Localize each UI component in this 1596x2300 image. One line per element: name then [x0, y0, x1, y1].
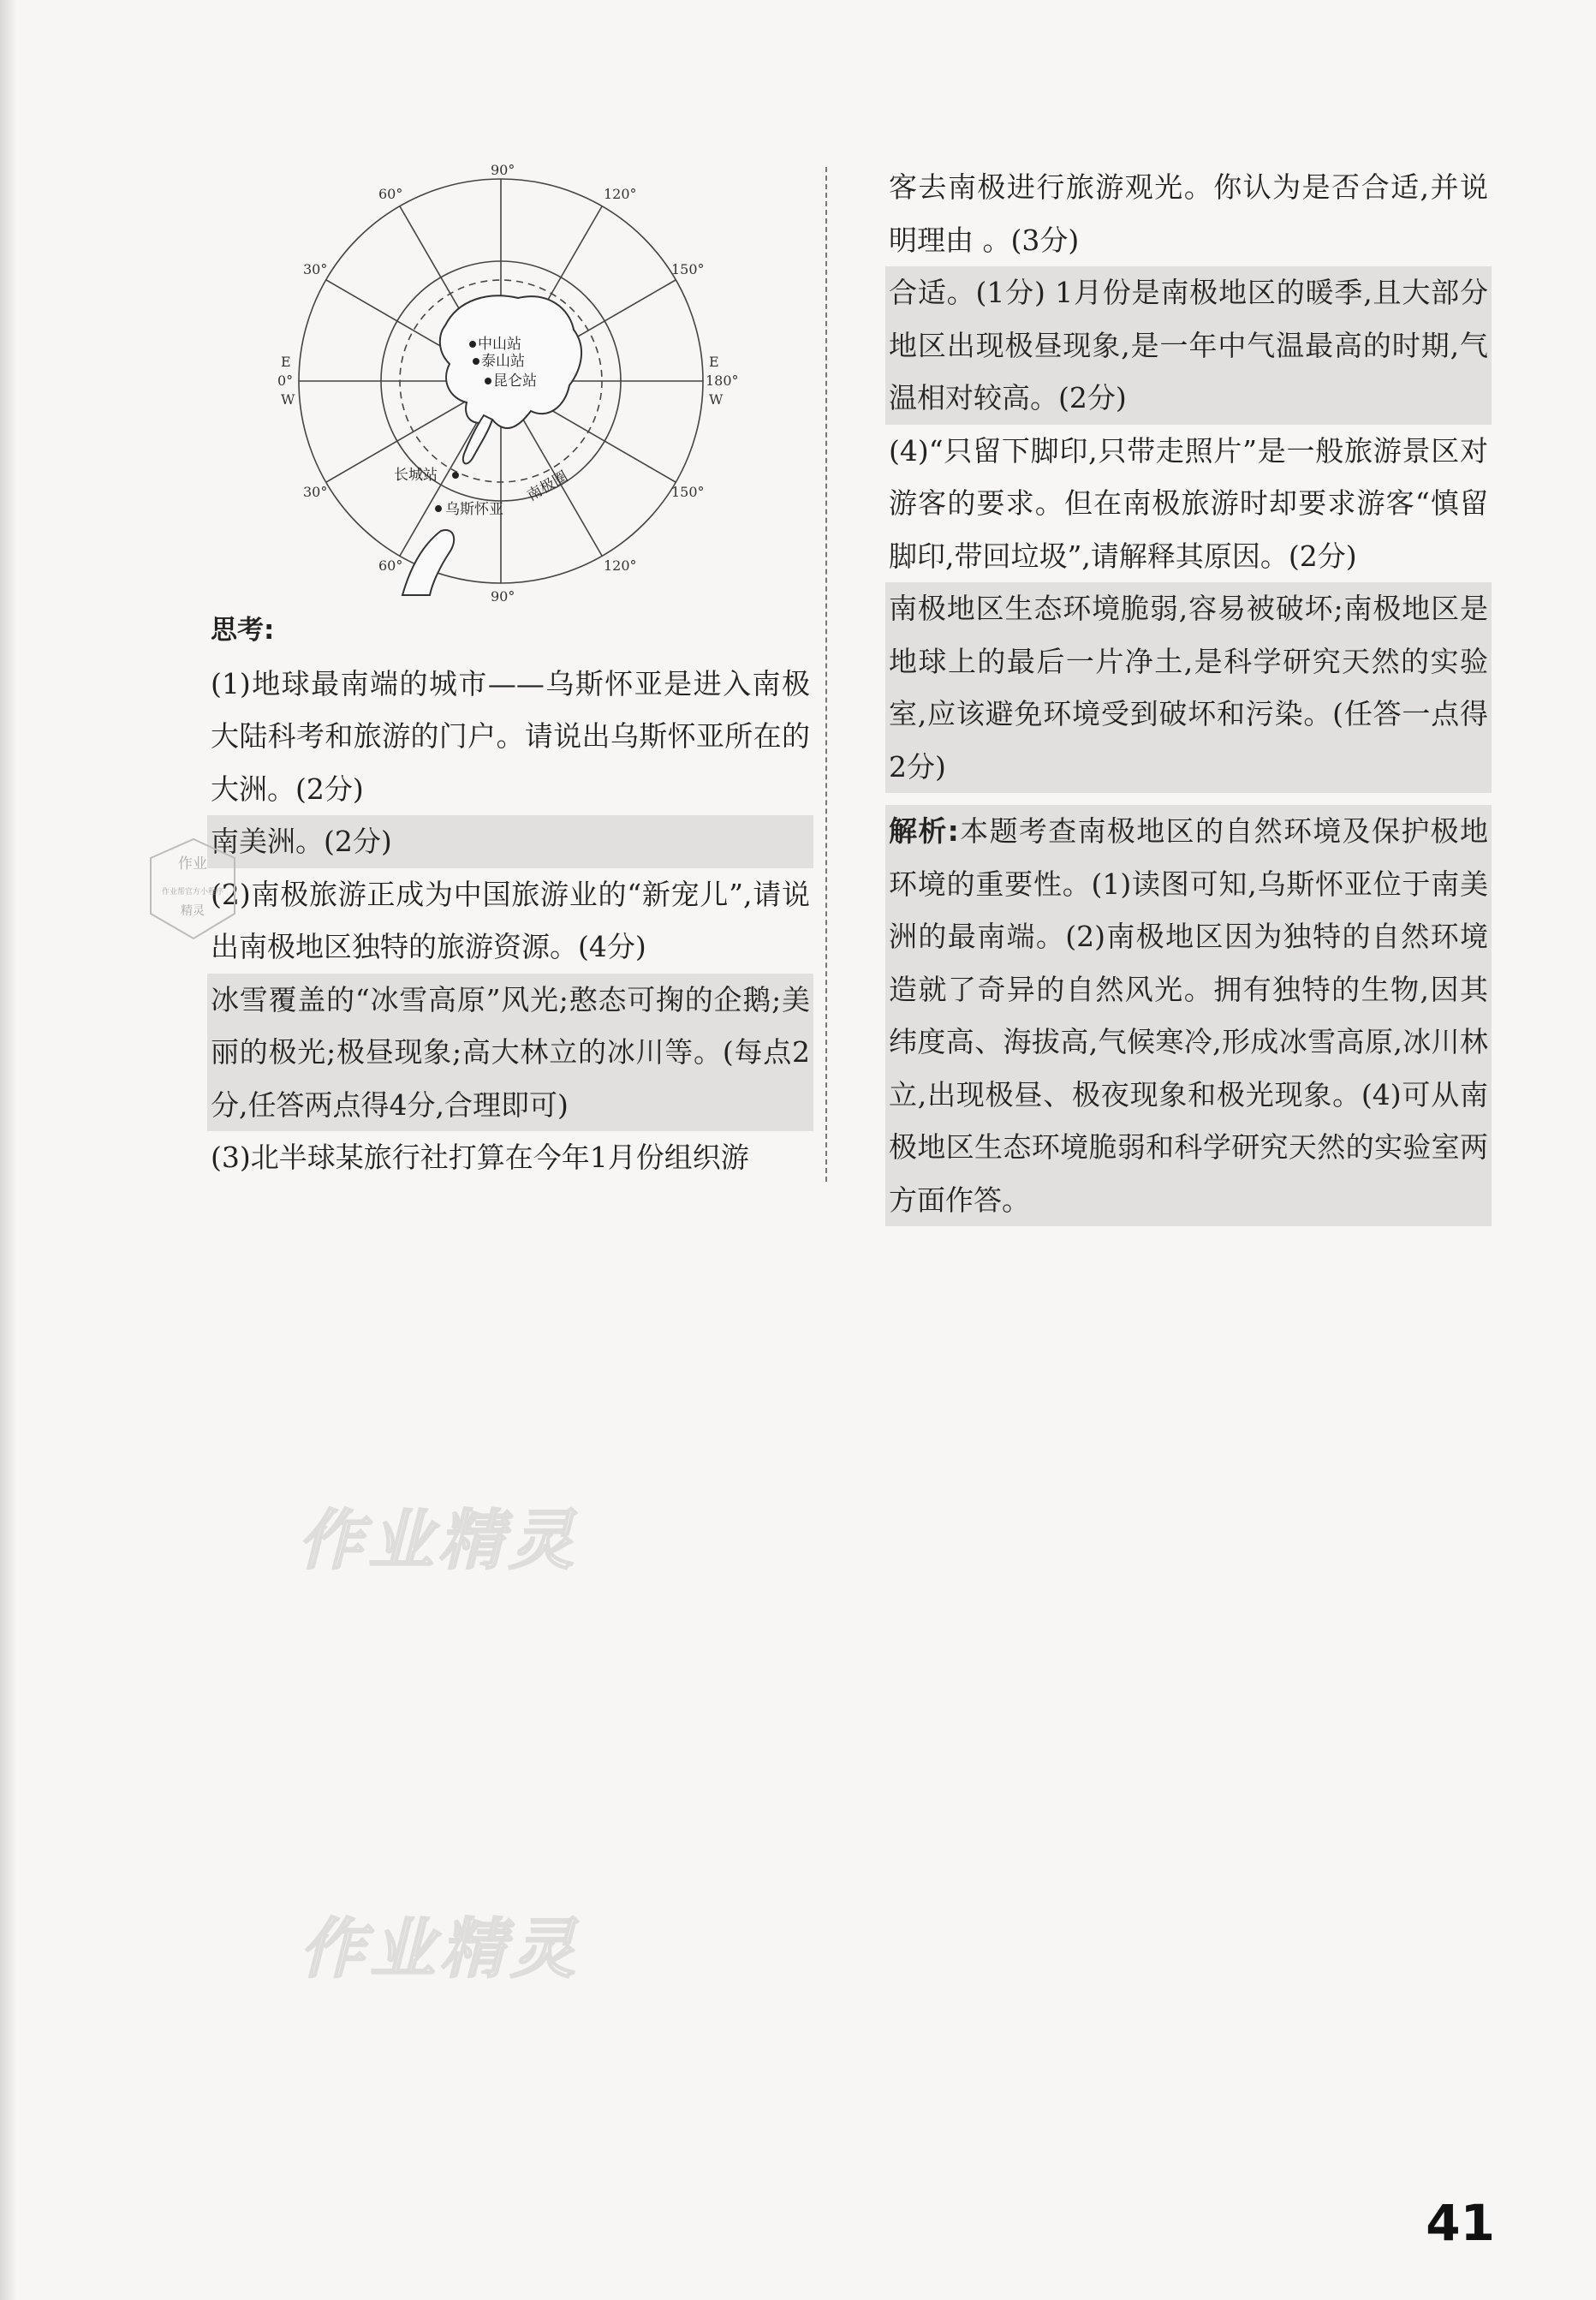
lon-label-top: 90°	[491, 163, 515, 178]
stamp-line-3: 精灵	[181, 904, 205, 918]
station-label-changcheng: 长城站	[394, 467, 438, 484]
lon-label-lower-right: 120°	[604, 557, 637, 574]
lon-label-left-lower: 30°	[303, 484, 328, 500]
antarctica-map	[274, 163, 753, 608]
stamp-line-1: 作业	[178, 855, 207, 873]
page-shadow	[0, 0, 15, 2300]
analysis-text: 本题考查南极地区的自然环境及保护极地环境的重要性。(1)读图可知,乌斯怀亚位于南美洲的最南端。(2)南极地区因为独特的自然环境造就了奇异的自然风光。拥有独特的生物,因其纬度高、海拔高,气候寒冷,形成冰雪高原,冰川林立,出现极昼、极夜现象和极光现象。(4)可从南极地区生态环境脆弱和科学研究天然的实验室两方面作答。	[889, 814, 1489, 1217]
think-label: 思考:	[211, 615, 275, 646]
column-divider	[825, 167, 827, 1182]
zhongshan-station-dot	[469, 341, 476, 348]
antarctic-circle-label: 南极圈	[524, 468, 571, 505]
lon-w-left: W	[281, 391, 295, 408]
answer-1: 南美洲。(2分)	[207, 815, 813, 868]
lon-label-left-upper: 30°	[303, 261, 328, 277]
question-3-start: (3)北半球某旅行社打算在今年1月份组织游	[211, 1141, 749, 1174]
station-label-taishan: 泰山站	[481, 353, 525, 370]
page-number: 41	[1426, 2194, 1495, 2252]
lon-label-right-upper: 150°	[671, 261, 705, 277]
station-label-zhongshan: 中山站	[478, 336, 521, 353]
answer-4: 南极地区生态环境脆弱,容易被破坏;南极地区是地球上的最后一片净土,是科学研究天然的实验室,应该避免环境受到破坏和污染。(任答一点得2分)	[885, 582, 1492, 793]
city-label-ushuaia: 乌斯怀亚	[445, 501, 503, 518]
taishan-station-dot	[473, 358, 479, 365]
right-column	[889, 161, 1488, 1226]
answer-2: 冰雪覆盖的“冰雪高原”风光;憨态可掬的企鹅;美丽的极光;极昼现象;高大林立的冰川等。(每点2分,任答两点得4分,合理即可)	[207, 974, 813, 1132]
question-1: (1)地球最南端的城市——乌斯怀亚是进入南极大陆科考和旅游的门户。请说出乌斯怀亚所在的大洲。(2分)	[211, 666, 810, 806]
lon-label-bottom: 90°	[491, 588, 515, 605]
lon-label-upper-left: 60°	[378, 186, 403, 202]
analysis-label: 解析:	[889, 814, 959, 848]
south-america-tip	[402, 530, 454, 595]
lon-e-right: E	[709, 354, 719, 370]
changcheng-station-dot	[452, 472, 459, 479]
stamp-line-2: 作业帮官方小程序	[161, 888, 224, 897]
question-2: (2)南极旅游正成为中国旅游业的“新宠儿”,请说出南极地区独特的旅游资源。(4分)	[211, 877, 810, 963]
app-stamp-logo	[142, 832, 243, 945]
answer-3: 合适。(1分) 1月份是南极地区的暖季,且大部分地区出现极昼现象,是一年中气温最高的时期,气温相对较高。(2分)	[885, 266, 1492, 425]
lon-label-right-lower: 150°	[671, 484, 705, 500]
analysis	[885, 805, 1492, 1226]
lon-one-eighty: 180°	[706, 372, 739, 389]
lon-e-left: E	[281, 354, 291, 370]
left-column	[211, 605, 810, 1184]
question-3-continued: 客去南极进行旅游观光。你认为是否合适,并说明理由 。(3分)	[889, 170, 1488, 257]
question-4: (4)“只留下脚印,只带走照片”是一般旅游景区对游客的要求。但在南极旅游时却要求游客“慎留脚印,带回垃圾”,请解释其原因。(2分)	[889, 433, 1488, 573]
station-label-kunlun: 昆仑站	[493, 372, 537, 390]
watermark-2: 作业精灵	[300, 1910, 581, 1987]
lon-zero: 0°	[277, 372, 294, 389]
ushuaia-dot	[435, 505, 442, 512]
kunlun-station-dot	[485, 378, 491, 384]
lon-w-right: W	[709, 391, 724, 408]
lon-label-lower-left: 60°	[378, 557, 403, 574]
lon-label-upper-right: 120°	[604, 186, 637, 202]
watermark-1: 作业精灵	[298, 1502, 579, 1578]
